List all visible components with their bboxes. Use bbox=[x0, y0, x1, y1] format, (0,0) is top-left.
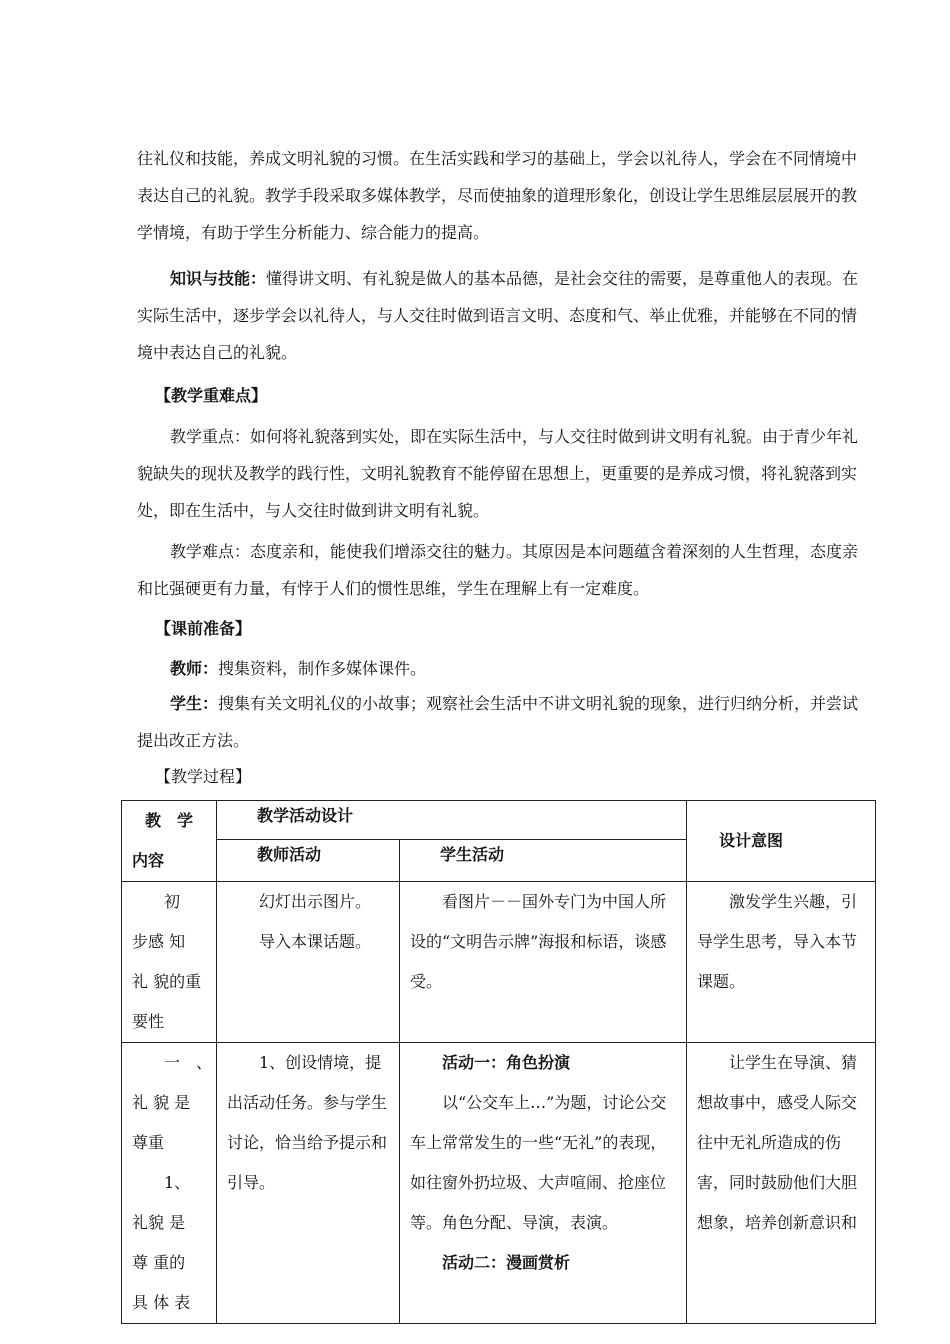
table-header-row bbox=[122, 801, 876, 840]
teacher-prep-paragraph bbox=[137, 650, 872, 687]
row2-teacher-cell bbox=[217, 1043, 400, 1324]
row2-activity-one-title: 活动一：角色扮演 bbox=[442, 1053, 571, 1072]
student-prep-paragraph bbox=[137, 685, 872, 759]
row1-student: 看图片－－国外专门为中国人所设的“文明告示牌”海报和标语，谈感受。 bbox=[410, 892, 667, 991]
table-row bbox=[122, 1043, 876, 1324]
header-content-line2: 内容 bbox=[132, 851, 165, 870]
row2-intent-cell bbox=[687, 1043, 876, 1324]
header-intent-label: 设计意图 bbox=[719, 831, 784, 850]
row2-activity-one-text: 以“公交车上…”为题，讨论公交车上常常发生的一些“无礼”的表现，如往窗外扔垃圾、大声喧闹、抢座位等。角色分配、导演，表演。 bbox=[410, 1093, 667, 1232]
student-label: 学生： bbox=[170, 694, 219, 713]
row2-content-line1: 一 、礼 貌 是 尊重 bbox=[132, 1053, 213, 1152]
header-intent-cell bbox=[687, 801, 876, 882]
row1-teacher-line2: 导入本课话题。 bbox=[259, 932, 372, 951]
key-focus-paragraph: 教学重点：如何将礼貌落到实处，即在实际生活中，与人交往时做到讲文明有礼貌。由于青少年礼貌缺失的现状及教学的践行性，文明礼貌教育不能停留在思想上，更重要的是养成习惯，将礼貌落到实处，即在生活中，与人交往时做到讲文明有礼貌。 bbox=[137, 427, 859, 520]
row2-content-line2: 1、礼貌 是 尊 重的 具 体 表 bbox=[132, 1173, 191, 1312]
row1-teacher bbox=[217, 882, 399, 962]
process-heading: 【教学过程】 bbox=[155, 767, 252, 786]
row1-content: 初 步感 知 礼 貌的重要性 bbox=[132, 892, 202, 1031]
header-content-line1: 教 学 bbox=[144, 811, 193, 830]
teacher-label: 教师： bbox=[170, 659, 219, 678]
intro-paragraph: 往礼仪和技能，养成文明礼貌的习惯。在生活实践和学习的基础上，学会以礼待人，学会在不同情境中表达自己的礼貌。教学手段采取多媒体教学，尽而使抽象的道理形象化，创设让学生思维层层展开的教学情境，有助于学生分析能力、综合能力的提高。 bbox=[137, 149, 858, 242]
skills-paragraph bbox=[137, 260, 872, 371]
skills-text: 懂得讲文明、有礼貌是做人的基本品德，是社会交往的需要，是尊重他人的表现。在实际生活中，逐步学会以礼待人，与人交往时做到语言文明、态度和气、举止优雅，并能够在不同的情境中表达自己的礼貌。 bbox=[137, 269, 859, 362]
student-prep-text: 搜集有关文明礼仪的小故事；观察社会生活中不讲文明礼貌的现象，进行归纳分析，并尝试提出改正方法。 bbox=[137, 694, 859, 750]
row2-student-cell bbox=[400, 1043, 687, 1324]
row1-intent: 激发学生兴趣，引导学生思考，导入本节课题。 bbox=[697, 892, 858, 991]
row1-student-cell bbox=[400, 882, 687, 1043]
preparation-heading: 【课前准备】 bbox=[155, 619, 252, 638]
row2-content bbox=[122, 1043, 216, 1323]
skills-label: 知识与技能： bbox=[170, 269, 267, 288]
row2-teacher: 1、创设情境，提出活动任务。参与学生讨论，恰当给予提示和引导。 bbox=[227, 1053, 388, 1192]
header-activity-cell bbox=[217, 801, 687, 840]
header-teacher-label: 教师活动 bbox=[257, 845, 322, 865]
row1-intent-cell bbox=[687, 882, 876, 1043]
header-student-cell bbox=[400, 840, 687, 882]
row2-student bbox=[400, 1043, 686, 1283]
header-teacher-cell bbox=[217, 840, 400, 882]
header-student-label: 学生活动 bbox=[440, 845, 505, 865]
teaching-process-table bbox=[121, 800, 876, 1324]
header-content-cell bbox=[122, 801, 217, 882]
row1-teacher-cell bbox=[217, 882, 400, 1043]
row2-activity-two-title: 活动二：漫画赏析 bbox=[442, 1253, 571, 1272]
row2-intent: 让学生在导演、猜想故事中，感受人际交往中无礼所造成的伤害，同时鼓励他们大胆想象，培养创新意识和 bbox=[697, 1053, 858, 1232]
row1-content-cell bbox=[122, 882, 217, 1043]
key-points-heading: 【教学重难点】 bbox=[155, 386, 268, 405]
row1-teacher-line1: 幻灯出示图片。 bbox=[259, 892, 372, 911]
teacher-prep-text: 搜集资料，制作多媒体课件。 bbox=[218, 659, 427, 678]
key-difficulty-paragraph: 教学难点：态度亲和，能使我们增添交往的魅力。其原因是本问题蕴含着深刻的人生哲理，态度亲和比强硬更有力量，有悖于人们的惯性思维，学生在理解上有一定难度。 bbox=[137, 542, 859, 598]
table-row bbox=[122, 882, 876, 1043]
header-activity-label: 教学活动设计 bbox=[257, 806, 354, 825]
row2-content-cell bbox=[122, 1043, 217, 1324]
